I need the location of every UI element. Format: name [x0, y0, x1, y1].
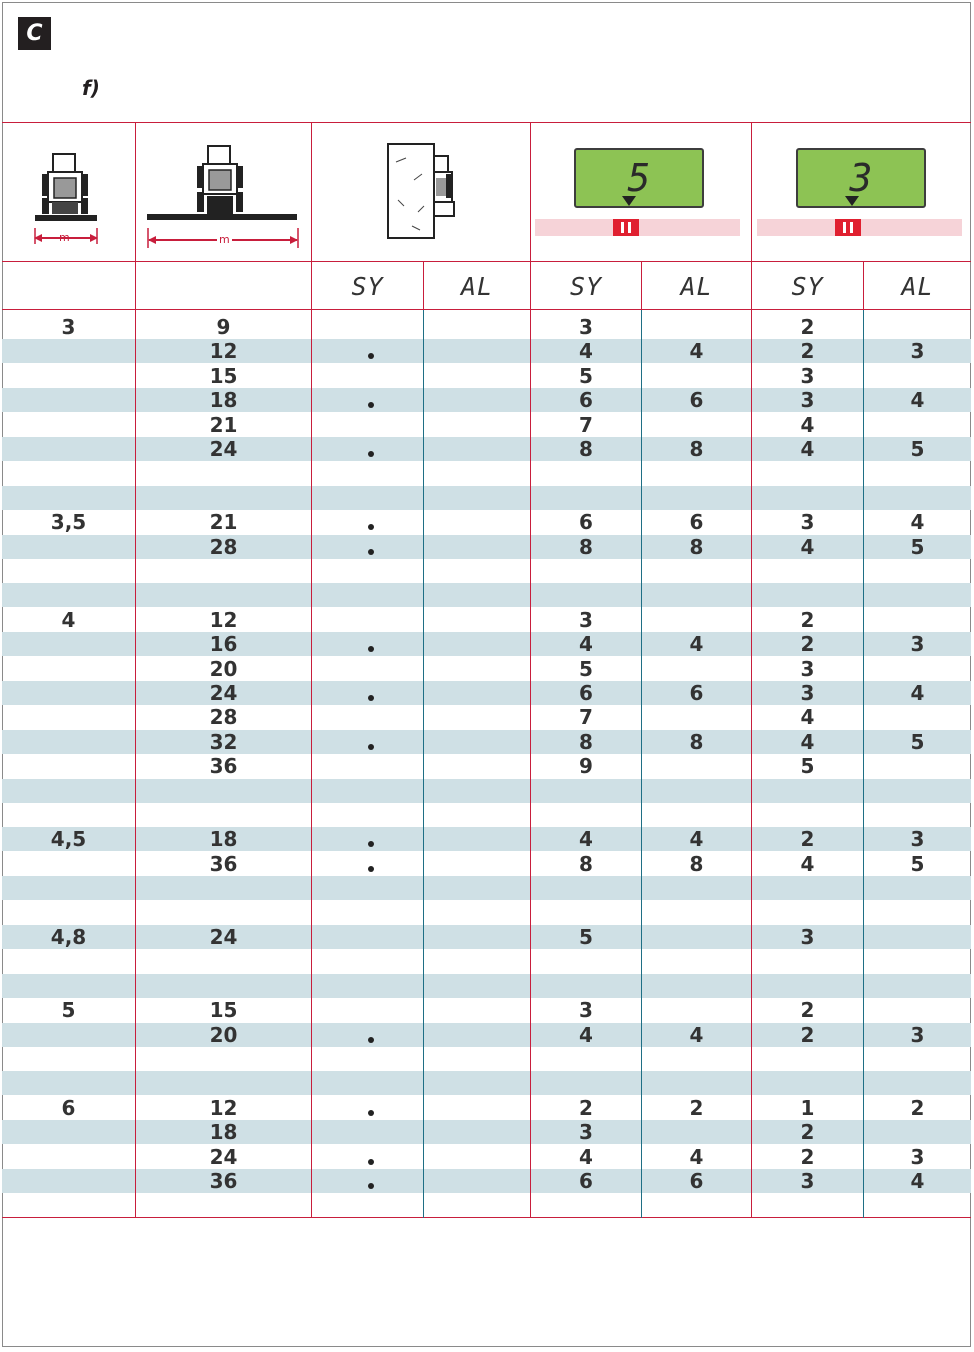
table-cell-e: 3	[800, 1169, 815, 1193]
table-cell-f	[864, 559, 971, 583]
table-cell-b	[136, 583, 311, 607]
table-cell-c: 4	[579, 632, 593, 657]
table-cell-a	[2, 754, 135, 778]
header-top-rule	[2, 122, 971, 123]
table-cell-a: 5	[61, 998, 76, 1023]
table-cell-a	[2, 1169, 135, 1193]
table-cell-e: 4	[800, 534, 815, 559]
table-cell-e: 2	[800, 827, 815, 852]
table-cell-e	[752, 1047, 863, 1071]
table-cell-e	[752, 803, 863, 827]
lcd-display-5-icon: 5	[574, 148, 704, 208]
table-cell-e: 2	[800, 998, 815, 1023]
table-cell-e: 2	[800, 632, 815, 657]
table-cell-b: 21	[209, 412, 238, 437]
table-cell-e: 3	[800, 681, 815, 705]
table-cell-c: 8	[579, 729, 593, 754]
table-cell-f	[864, 657, 971, 681]
table-cell-f: 3	[910, 827, 925, 852]
table-cell-f: 3	[910, 632, 925, 657]
table-cell-a	[2, 388, 135, 412]
table-cell-f	[864, 803, 971, 827]
table-cell-b: 12	[209, 339, 238, 364]
table-cell-c	[531, 901, 641, 925]
table-cell-a	[2, 681, 135, 705]
table-cell-f: 3	[910, 1144, 925, 1169]
table-cell-b: 18	[209, 1120, 238, 1145]
table-cell-e: 3	[800, 510, 815, 535]
col-header-sy-3: SY	[791, 271, 824, 301]
table-cell-d	[642, 486, 751, 510]
table-cell-f: 5	[910, 729, 925, 754]
table-cell-c: 4	[579, 1144, 593, 1169]
table-cell-c	[531, 949, 641, 973]
table-cell-b: 24	[209, 681, 238, 705]
table-cell-d: 4	[689, 632, 704, 657]
table-cell-c	[531, 461, 641, 485]
table-cell-e: 4	[800, 729, 815, 754]
table-cell-d	[642, 998, 751, 1022]
table-cell-f	[864, 364, 971, 388]
table-cell-d: 8	[689, 729, 704, 754]
table-cell-d: 4	[689, 339, 704, 364]
table-cell-d	[642, 364, 751, 388]
table-cell-e: 2	[800, 1120, 815, 1145]
table-cell-c: 4	[579, 827, 593, 852]
table-cell-e	[752, 949, 863, 973]
table-cell-f	[864, 949, 971, 973]
table-cell-d	[642, 876, 751, 900]
table-cell-d: 6	[689, 510, 704, 535]
table-cell-a	[2, 364, 135, 388]
table-cell-a	[2, 657, 135, 681]
table-cell-c: 5	[579, 656, 593, 681]
table-cell-a	[2, 632, 135, 656]
table-cell-a	[2, 1120, 135, 1144]
dimension-label-narrow: m	[59, 231, 70, 244]
table-cell-f	[864, 583, 971, 607]
table-cell-a	[2, 949, 135, 973]
table-cell-d: 8	[689, 851, 704, 876]
table-cell-a: 4	[61, 607, 76, 632]
table-cell-a	[2, 486, 135, 510]
table-cell-b	[136, 779, 311, 803]
table-cell-a: 6	[61, 1095, 76, 1120]
table-cell-b: 36	[209, 851, 238, 876]
table-cell-c	[531, 486, 641, 510]
table-cell-f: 5	[910, 437, 925, 461]
table-cell-a	[2, 705, 135, 729]
table-cell-d: 8	[689, 437, 704, 461]
table-cell-e: 2	[800, 1144, 815, 1169]
subcol-divider-1	[423, 310, 424, 1218]
table-cell-b: 12	[209, 607, 238, 632]
table-cell-a	[2, 413, 135, 437]
figure-mark: f)	[82, 76, 100, 100]
table-cell-d: 6	[689, 388, 704, 413]
status-bar-1	[535, 219, 740, 236]
table-cell-a	[2, 1047, 135, 1071]
table-cell-e: 4	[800, 851, 815, 876]
table-cell-c: 3	[579, 998, 593, 1023]
table-cell-c: 8	[579, 534, 593, 559]
seed-drill-tractor-icon	[384, 140, 460, 242]
table-cell-b: 21	[209, 510, 238, 535]
table-cell-f	[864, 1071, 971, 1095]
bullet-dot	[368, 1037, 374, 1043]
table-cell-e: 3	[800, 363, 815, 388]
bullet-dot	[368, 1183, 374, 1189]
table-cell-b: 15	[209, 998, 238, 1023]
table-cell-c	[531, 876, 641, 900]
table-cell-f	[864, 1193, 971, 1217]
table-cell-a	[2, 559, 135, 583]
bullet-dot	[368, 1159, 374, 1165]
table-cell-d	[642, 949, 751, 973]
table-cell-d: 2	[689, 1095, 704, 1120]
table-cell-c: 9	[579, 754, 593, 779]
table-cell-a	[2, 1023, 135, 1047]
table-cell-f: 5	[910, 534, 925, 559]
table-cell-f	[864, 998, 971, 1022]
table-cell-e	[752, 486, 863, 510]
col-header-al-2: AL	[680, 271, 713, 301]
table-cell-e	[752, 876, 863, 900]
table-cell-f	[864, 974, 971, 998]
status-bar-2	[757, 219, 962, 236]
table-cell-c: 8	[579, 437, 593, 461]
table-cell-e	[752, 1193, 863, 1217]
table-cell-e: 3	[800, 388, 815, 413]
table-cell-d	[642, 1120, 751, 1144]
table-cell-d	[642, 779, 751, 803]
table-cell-c: 6	[579, 1169, 593, 1193]
table-cell-e	[752, 901, 863, 925]
table-cell-a	[2, 803, 135, 827]
col-header-al-3: AL	[901, 271, 934, 301]
table-cell-d: 8	[689, 534, 704, 559]
table-cell-b: 24	[209, 1144, 238, 1169]
table-cell-f: 4	[910, 388, 925, 413]
table-cell-e: 3	[800, 925, 815, 949]
table-cell-f: 5	[910, 851, 925, 876]
table-cell-e	[752, 1071, 863, 1095]
table-cell-a: 3,5	[50, 510, 87, 535]
table-cell-c	[531, 559, 641, 583]
table-cell-d	[642, 803, 751, 827]
table-cell-b: 24	[209, 925, 238, 949]
table-cell-e: 4	[800, 705, 815, 730]
table-cell-c	[531, 1047, 641, 1071]
table-cell-b	[136, 1193, 311, 1217]
table-cell-a	[2, 583, 135, 607]
table-cell-d	[642, 1047, 751, 1071]
table-cell-d	[642, 657, 751, 681]
table-cell-b	[136, 1071, 311, 1095]
table-cell-a	[2, 535, 135, 559]
table-cell-e: 3	[800, 656, 815, 681]
col-header-sy-1: SY	[351, 271, 384, 301]
table-cell-c: 6	[579, 510, 593, 535]
table-cell-c: 2	[579, 1095, 593, 1120]
table-cell-c: 4	[579, 339, 593, 364]
table-cell-f	[864, 608, 971, 632]
table-cell-f	[864, 461, 971, 485]
bullet-dot	[368, 695, 374, 701]
table-cell-c: 3	[579, 315, 593, 339]
table-cell-a: 4,5	[50, 827, 87, 852]
bullet-dot	[368, 744, 374, 750]
table-cell-d: 6	[689, 1169, 704, 1193]
table-cell-b	[136, 461, 311, 485]
table-cell-d	[642, 974, 751, 998]
table-cell-d: 4	[689, 827, 704, 852]
table-cell-b: 20	[209, 1022, 238, 1047]
table-cell-b: 20	[209, 656, 238, 681]
table-cell-b	[136, 974, 311, 998]
display-pointer-2	[845, 196, 859, 206]
table-cell-b: 18	[209, 827, 238, 852]
table-cell-f	[864, 925, 971, 949]
table-cell-a	[2, 1145, 135, 1169]
table-cell-c	[531, 583, 641, 607]
table-cell-c: 4	[579, 1022, 593, 1047]
table-cell-b	[136, 876, 311, 900]
table-cell-f	[864, 876, 971, 900]
table-cell-b: 24	[209, 437, 238, 461]
table-cell-c: 5	[579, 363, 593, 388]
table-cell-a: 3	[61, 315, 76, 339]
table-cell-e: 4	[800, 412, 815, 437]
table-cell-f: 3	[910, 339, 925, 364]
table-cell-d: 4	[689, 1022, 704, 1047]
table-cell-d	[642, 925, 751, 949]
table-cell-d	[642, 583, 751, 607]
table-cell-f	[864, 754, 971, 778]
table-cell-e	[752, 583, 863, 607]
table-cell-b: 9	[216, 315, 231, 339]
table-cell-d	[642, 901, 751, 925]
table-cell-e: 2	[800, 1022, 815, 1047]
table-cell-b: 36	[209, 1169, 238, 1193]
col-header-sy-2: SY	[569, 271, 603, 301]
bullet-dot	[368, 1110, 374, 1116]
table-cell-d	[642, 1193, 751, 1217]
bullet-dot	[368, 866, 374, 872]
table-cell-b	[136, 803, 311, 827]
table-cell-e: 5	[800, 754, 815, 779]
table-cell-c	[531, 974, 641, 998]
bullet-dot	[368, 549, 374, 555]
table-cell-b: 32	[209, 729, 238, 754]
table-cell-b	[136, 559, 311, 583]
section-badge: C	[18, 17, 51, 50]
table-cell-e: 2	[800, 339, 815, 364]
table-cell-a	[2, 852, 135, 876]
table-cell-d	[642, 461, 751, 485]
table-cell-e	[752, 559, 863, 583]
table-cell-a	[2, 779, 135, 803]
col-header-al-1: AL	[460, 271, 494, 301]
table-cell-b	[136, 901, 311, 925]
table-cell-e: 1	[800, 1095, 815, 1120]
table-cell-f: 2	[910, 1095, 925, 1120]
table-cell-a	[2, 876, 135, 900]
table-cell-d	[642, 413, 751, 437]
table-cell-d	[642, 315, 751, 339]
table-cell-c: 3	[579, 607, 593, 632]
table-cell-e: 4	[800, 437, 815, 461]
table-cell-e	[752, 974, 863, 998]
table-cell-c: 6	[579, 388, 593, 413]
table-cell-b: 28	[209, 705, 238, 730]
table-cell-a	[2, 437, 135, 461]
table-cell-b: 36	[209, 754, 238, 779]
table-cell-b: 16	[209, 632, 238, 657]
table-cell-c	[531, 1071, 641, 1095]
table-cell-a	[2, 901, 135, 925]
table-cell-b: 12	[209, 1095, 238, 1120]
table-cell-e: 2	[800, 315, 815, 339]
table-cell-c	[531, 1193, 641, 1217]
table-cell-d	[642, 608, 751, 632]
table-cell-d	[642, 754, 751, 778]
table-cell-f	[864, 413, 971, 437]
table-cell-f: 4	[910, 1169, 925, 1193]
table-cell-f: 4	[910, 681, 925, 705]
table-cell-f	[864, 1120, 971, 1144]
table-cell-e	[752, 461, 863, 485]
table-cell-d	[642, 559, 751, 583]
table-cell-f: 4	[910, 510, 925, 535]
table-cell-d	[642, 705, 751, 729]
table-cell-a	[2, 974, 135, 998]
table-cell-b: 18	[209, 388, 238, 413]
table-cell-f	[864, 315, 971, 339]
dimension-label-wide: m	[219, 233, 230, 246]
table-cell-f	[864, 901, 971, 925]
table-cell-e: 2	[800, 607, 815, 632]
table-cell-d: 4	[689, 1144, 704, 1169]
table-cell-f	[864, 486, 971, 510]
table-cell-c: 7	[579, 705, 593, 730]
table-cell-a	[2, 1071, 135, 1095]
table-cell-a	[2, 339, 135, 363]
table-cell-a	[2, 730, 135, 754]
table-cell-a	[2, 1193, 135, 1217]
table-cell-b: 15	[209, 363, 238, 388]
table-cell-f	[864, 705, 971, 729]
table-cell-c: 6	[579, 681, 593, 705]
table-cell-b	[136, 1047, 311, 1071]
table-cell-c: 7	[579, 412, 593, 437]
bullet-dot	[368, 451, 374, 457]
table-cell-b	[136, 949, 311, 973]
display-pointer-1	[622, 196, 636, 206]
table-cell-c: 3	[579, 1120, 593, 1145]
table-cell-a	[2, 461, 135, 485]
table-cell-c: 8	[579, 851, 593, 876]
table-cell-c	[531, 779, 641, 803]
table-cell-b: 28	[209, 534, 238, 559]
table-cell-d: 6	[689, 681, 704, 705]
table-cell-f	[864, 779, 971, 803]
lcd-display-3-icon: 3	[796, 148, 926, 208]
table-cell-f: 3	[910, 1022, 925, 1047]
table-cell-b	[136, 486, 311, 510]
table-cell-c	[531, 803, 641, 827]
table-cell-e	[752, 779, 863, 803]
table-cell-c: 5	[579, 925, 593, 949]
table-cell-d	[642, 1071, 751, 1095]
table-cell-a: 4,8	[50, 925, 87, 949]
table-cell-f	[864, 1047, 971, 1071]
